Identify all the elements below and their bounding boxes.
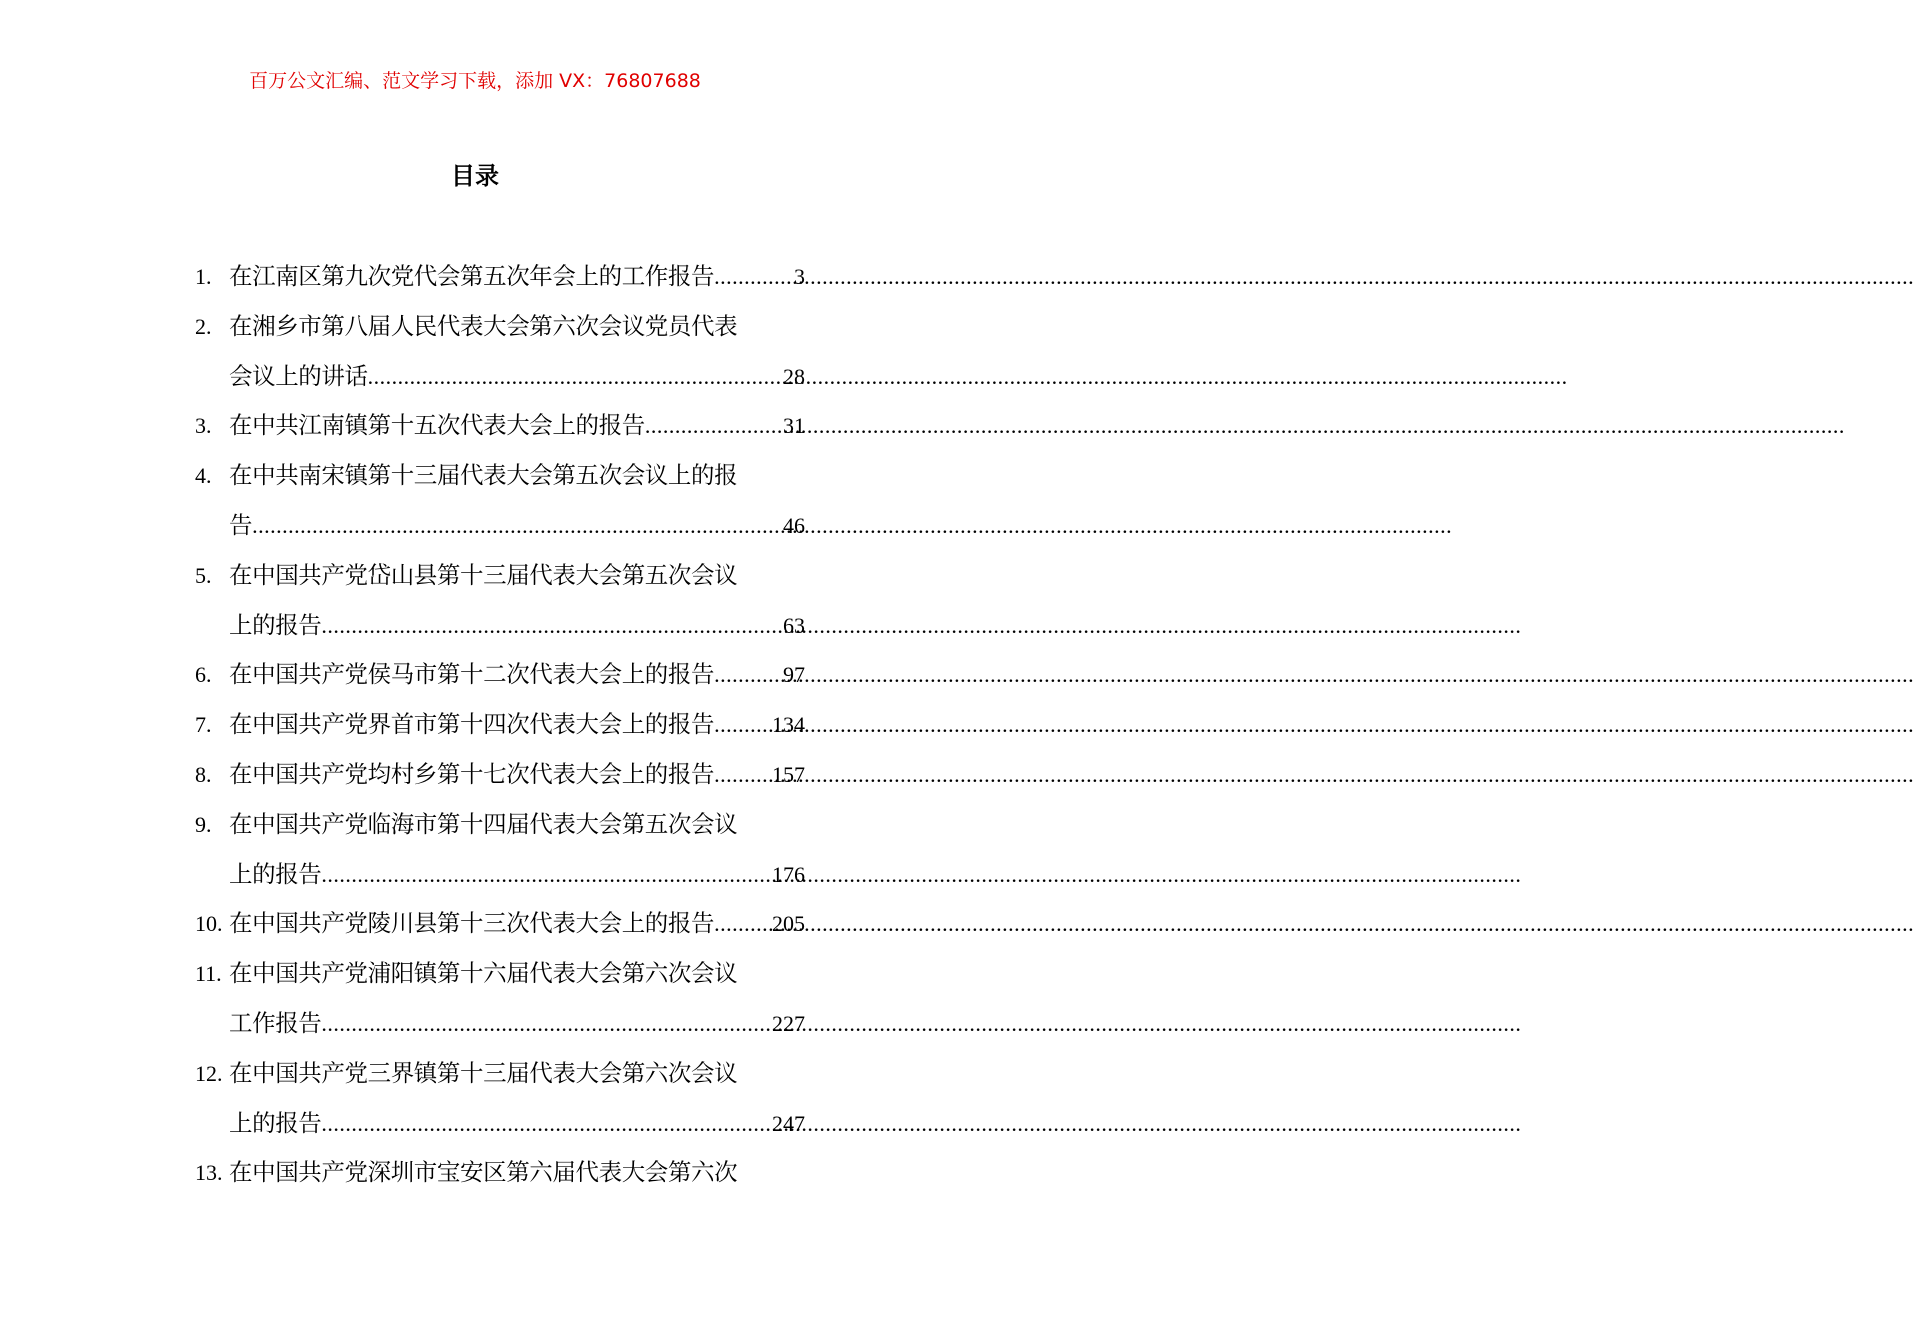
- toc-entry-page: 247: [772, 1110, 805, 1136]
- toc-entry[interactable]: [195, 800, 805, 850]
- page-title: 目录: [451, 162, 499, 190]
- toc-entry-page: 46: [783, 512, 805, 538]
- toc-entry-number: 3.: [195, 413, 212, 439]
- toc-entry-number: 1.: [195, 264, 212, 289]
- toc-entry-page: 227: [772, 1010, 805, 1036]
- toc-entry[interactable]: [195, 302, 805, 352]
- toc-entry-title: 在中国共产党临海市第十四届代表大会第五次会议: [229, 809, 738, 838]
- toc-entry-title: 在江南区第九次党代会第五次年会上的工作报告: [229, 262, 715, 290]
- toc-entry[interactable]: [195, 750, 805, 800]
- toc-entry-number: 5.: [195, 562, 212, 588]
- toc-entry[interactable]: [195, 700, 805, 750]
- toc-entry-number: 2.: [195, 313, 212, 339]
- toc-entry[interactable]: [195, 401, 805, 451]
- toc-dot-leader: [714, 750, 772, 800]
- toc-entry-title: 在中国共产党陵川县第十三次代表大会上的报告: [229, 909, 715, 938]
- toc-entry-title: 在中国共产党三界镇第十三届代表大会第六次会议: [229, 1058, 738, 1087]
- toc-entry-title: 在中国共产党侯马市第十二次代表大会上的报告: [229, 660, 715, 689]
- toc-dot-leader: [321, 601, 783, 651]
- toc-entry-title: 在中共江南镇第十五次代表大会上的报告: [229, 411, 645, 440]
- toc-entry-title: 在中共南宋镇第十三届代表大会第五次会议上的报: [229, 461, 738, 490]
- toc-entry[interactable]: [195, 501, 805, 551]
- toc-entry-title: 上的报告: [229, 1108, 322, 1137]
- toc-entry-number: 4.: [195, 463, 212, 489]
- toc-entry-page: 63: [783, 612, 805, 638]
- toc-entry[interactable]: [195, 451, 805, 501]
- toc-entry[interactable]: [195, 601, 805, 651]
- toc-dot-leader: [714, 700, 772, 750]
- toc-entry-title: 在中国共产党界首市第十四次代表大会上的报告: [229, 710, 715, 739]
- header-note: 百万公文汇编、范文学习下载，添加 VX：76807688: [249, 70, 701, 92]
- toc-entry-title: 上的报告: [229, 859, 322, 888]
- toc-dot-leader: [645, 401, 783, 451]
- toc-entry-page: 176: [772, 861, 805, 887]
- toc-entry[interactable]: [195, 1099, 805, 1149]
- toc-entry-title: 告: [229, 510, 253, 539]
- toc-dot-leader: [252, 501, 783, 551]
- toc-dot-leader: [321, 1099, 772, 1149]
- table-of-contents: [195, 252, 805, 1198]
- toc-entry-number: 9.: [195, 811, 212, 837]
- toc-entry-title: 在中国共产党岱山县第十三届代表大会第五次会议: [229, 560, 738, 589]
- toc-dot-leader: [714, 899, 772, 949]
- toc-entry-title: 会议上的讲话: [229, 361, 368, 390]
- toc-entry-number: 6.: [195, 662, 212, 688]
- toc-entry-title: 工作报告: [229, 1008, 322, 1037]
- toc-entry-page: 205: [772, 911, 805, 937]
- toc-entry[interactable]: [195, 899, 805, 949]
- toc-dot-leader: [321, 850, 772, 900]
- toc-entry[interactable]: [195, 252, 805, 302]
- toc-entry-number: 10.: [195, 911, 223, 937]
- toc-dot-leader: [321, 999, 772, 1049]
- toc-entry-title: 在中国共产党均村乡第十七次代表大会上的报告: [229, 759, 715, 788]
- toc-entry-title: 在湘乡市第八届人民代表大会第六次会议党员代表: [229, 311, 738, 340]
- toc-entry-page: 31: [783, 413, 805, 439]
- toc-entry[interactable]: [195, 850, 805, 900]
- toc-entry[interactable]: [195, 650, 805, 700]
- toc-entry[interactable]: [195, 1148, 805, 1198]
- toc-entry-title: 上的报告: [229, 610, 322, 639]
- toc-entry-number: 7.: [195, 712, 212, 738]
- toc-entry[interactable]: [195, 352, 805, 402]
- toc-entry-title: 在中国共产党深圳市宝安区第六届代表大会第六次: [229, 1158, 738, 1187]
- toc-entry-number: 12.: [195, 1060, 223, 1086]
- toc-entry-page: 97: [783, 662, 805, 688]
- toc-entry[interactable]: [195, 949, 805, 999]
- toc-entry-number: 8.: [195, 761, 212, 787]
- toc-entry-page: 28: [783, 363, 805, 389]
- toc-entry[interactable]: [195, 999, 805, 1049]
- toc-entry-page: 157: [772, 761, 805, 787]
- toc-entry-number: 13.: [195, 1160, 223, 1186]
- toc-entry-number: 11.: [195, 961, 222, 987]
- toc-dot-leader: [714, 650, 783, 700]
- toc-dot-leader: [368, 352, 783, 402]
- toc-dot-leader: [714, 252, 794, 302]
- toc-entry-title: 在中国共产党浦阳镇第十六届代表大会第六次会议: [229, 959, 738, 988]
- toc-entry[interactable]: [195, 551, 805, 601]
- toc-entry-page: 134: [772, 712, 805, 738]
- toc-entry-page: 3: [794, 264, 805, 289]
- toc-entry[interactable]: [195, 1049, 805, 1099]
